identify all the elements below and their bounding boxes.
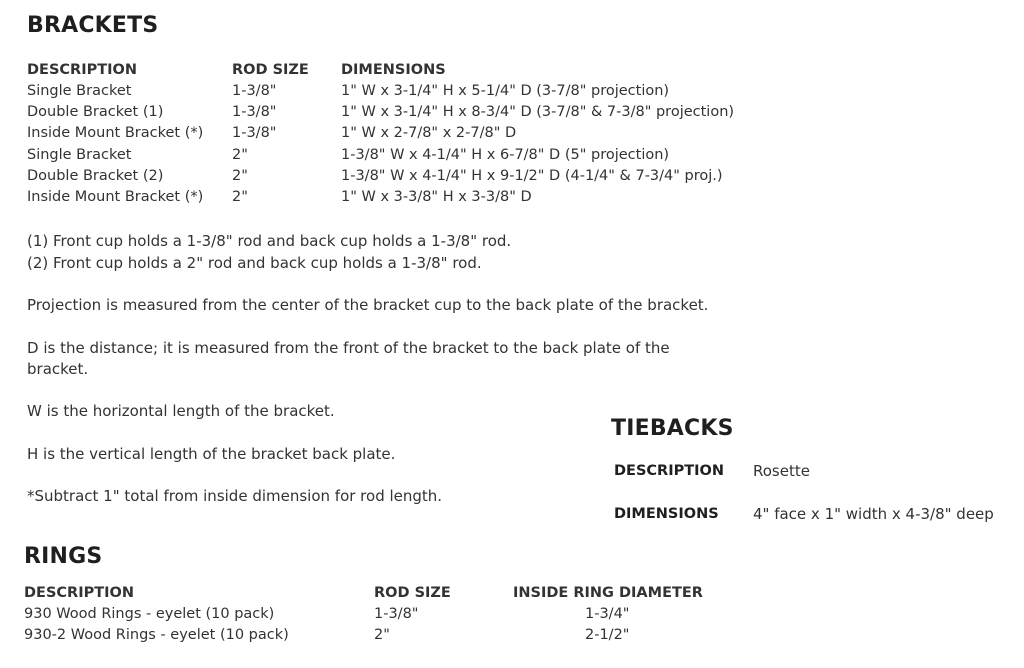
ring-rod-size: 2" bbox=[374, 627, 390, 643]
ring-inside-diameter: 1-3/4" bbox=[585, 606, 630, 622]
bracket-dimensions: 1" W x 2-7/8" x 2-7/8" D bbox=[341, 125, 517, 141]
h-note: H is the vertical length of the bracket back plate. bbox=[27, 445, 396, 463]
rings-table bbox=[0, 585, 1024, 651]
rings-header-inside-diameter: INSIDE RING DIAMETER bbox=[513, 585, 703, 601]
bracket-dimensions: 1" W x 3-1/4" H x 5-1/4" D (3-7/8" projection) bbox=[341, 83, 670, 99]
bracket-rod-size: 1-3/8" bbox=[232, 104, 277, 120]
w-note: W is the horizontal length of the bracket. bbox=[27, 402, 335, 420]
tiebacks-dimensions-label: DIMENSIONS bbox=[614, 506, 719, 522]
bracket-rod-size: 2" bbox=[232, 168, 248, 184]
bracket-rod-size: 2" bbox=[232, 147, 248, 163]
brackets-header-dimensions: DIMENSIONS bbox=[341, 62, 446, 78]
ring-rod-size: 1-3/8" bbox=[374, 606, 419, 622]
bracket-description: Single Bracket bbox=[27, 83, 132, 99]
tiebacks-description-label: DESCRIPTION bbox=[614, 463, 724, 479]
ring-inside-diameter: 2-1/2" bbox=[585, 627, 630, 643]
brackets-header-description: DESCRIPTION bbox=[27, 62, 137, 78]
ring-description: 930 Wood Rings - eyelet (10 pack) bbox=[24, 606, 275, 622]
ring-description: 930-2 Wood Rings - eyelet (10 pack) bbox=[24, 627, 289, 643]
d-note-line-2: bracket. bbox=[27, 360, 89, 378]
bracket-description: Single Bracket bbox=[27, 147, 132, 163]
bracket-description: Double Bracket (2) bbox=[27, 168, 164, 184]
bracket-description: Double Bracket (1) bbox=[27, 104, 164, 120]
brackets-title: BRACKETS bbox=[27, 13, 159, 38]
bracket-dimensions: 1-3/8" W x 4-1/4" H x 6-7/8" D (5" projection) bbox=[341, 147, 670, 163]
brackets-header-rod-size: ROD SIZE bbox=[232, 62, 309, 78]
tiebacks-dimensions-value: 4" face x 1" width x 4-3/8" deep bbox=[753, 505, 994, 523]
bracket-rod-size: 2" bbox=[232, 189, 248, 205]
tiebacks-description-value: Rosette bbox=[753, 462, 810, 480]
footnote-2: (2) Front cup holds a 2" rod and back cup holds a 1-3/8" rod. bbox=[27, 254, 482, 272]
bracket-dimensions: 1" W x 3-1/4" H x 8-3/4" D (3-7/8" & 7-3/8" projection) bbox=[341, 104, 735, 120]
brackets-table bbox=[0, 62, 1024, 212]
footnote-1: (1) Front cup holds a 1-3/8" rod and back cup holds a 1-3/8" rod. bbox=[27, 232, 512, 250]
bracket-description: Inside Mount Bracket (*) bbox=[27, 125, 204, 141]
d-note-line-1: D is the distance; it is measured from the front of the bracket to the back plate of the bbox=[27, 339, 670, 357]
tiebacks-title: TIEBACKS bbox=[611, 416, 734, 441]
bracket-dimensions: 1-3/8" W x 4-1/4" H x 9-1/2" D (4-1/4" & 7-3/4" proj.) bbox=[341, 168, 723, 184]
bracket-rod-size: 1-3/8" bbox=[232, 83, 277, 99]
rings-header-description: DESCRIPTION bbox=[24, 585, 134, 601]
projection-note: Projection is measured from the center of the bracket cup to the back plate of the bracket. bbox=[27, 296, 709, 314]
rings-header-rod-size: ROD SIZE bbox=[374, 585, 451, 601]
rings-title: RINGS bbox=[24, 544, 103, 569]
bracket-description: Inside Mount Bracket (*) bbox=[27, 189, 204, 205]
subtract-note: *Subtract 1" total from inside dimension for rod length. bbox=[27, 487, 443, 505]
bracket-rod-size: 1-3/8" bbox=[232, 125, 277, 141]
bracket-dimensions: 1" W x 3-3/8" H x 3-3/8" D bbox=[341, 189, 532, 205]
